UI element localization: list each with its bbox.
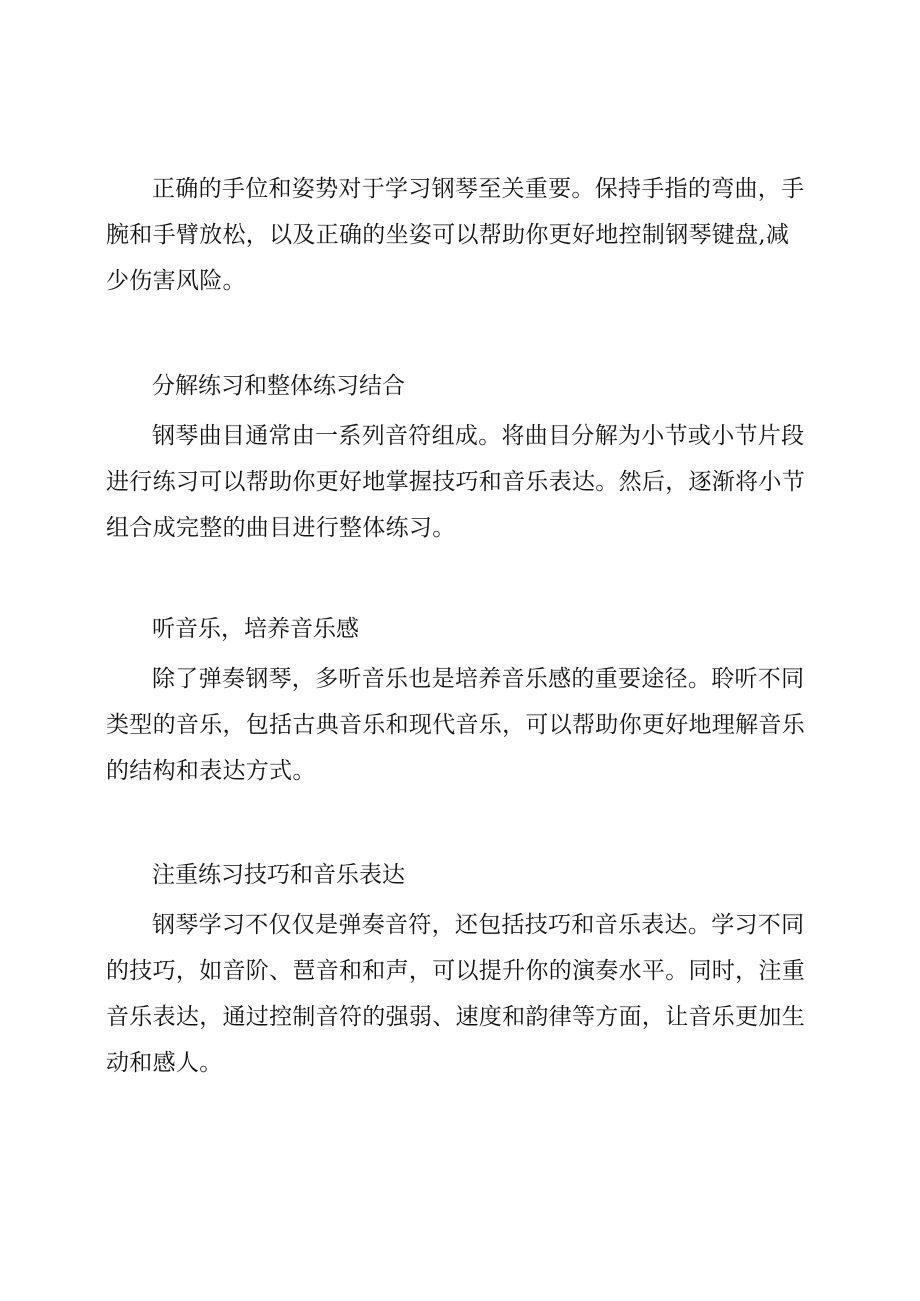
paragraph-technique-expression: 钢琴学习不仅仅是弹奏音符，还包括技巧和音乐表达。学习不同的技巧，如音阶、琶音和和声，可以提升你的演奏水平。同时，注重音乐表达，通过控制音符的强弱、速度和韵律等方面，让音乐更加生动和感人。 (106, 912, 805, 1076)
heading-segment-practice: 分解练习和整体练习结合 (152, 373, 405, 399)
heading-listen-music: 听音乐，培养音乐感 (152, 616, 359, 642)
heading-technique-expression: 注重练习技巧和音乐表达 (152, 862, 405, 888)
paragraph-hand-position: 正确的手位和姿势对于学习钢琴至关重要。保持手指的弯曲，手腕和手臂放松，以及正确的坐姿可以帮助你更好地控制钢琴键盘,减少伤害风险。 (106, 176, 805, 294)
paragraph-listen-music: 除了弹奏钢琴，多听音乐也是培养音乐感的重要途径。聆听不同类型的音乐，包括古典音乐和现代音乐，可以帮助你更好地理解音乐的结构和表达方式。 (106, 666, 805, 784)
paragraph-segment-practice: 钢琴曲目通常由一系列音符组成。将曲目分解为小节或小节片段进行练习可以帮助你更好地掌握技巧和音乐表达。然后，逐渐将小节组合成完整的曲目进行整体练习。 (106, 423, 805, 541)
